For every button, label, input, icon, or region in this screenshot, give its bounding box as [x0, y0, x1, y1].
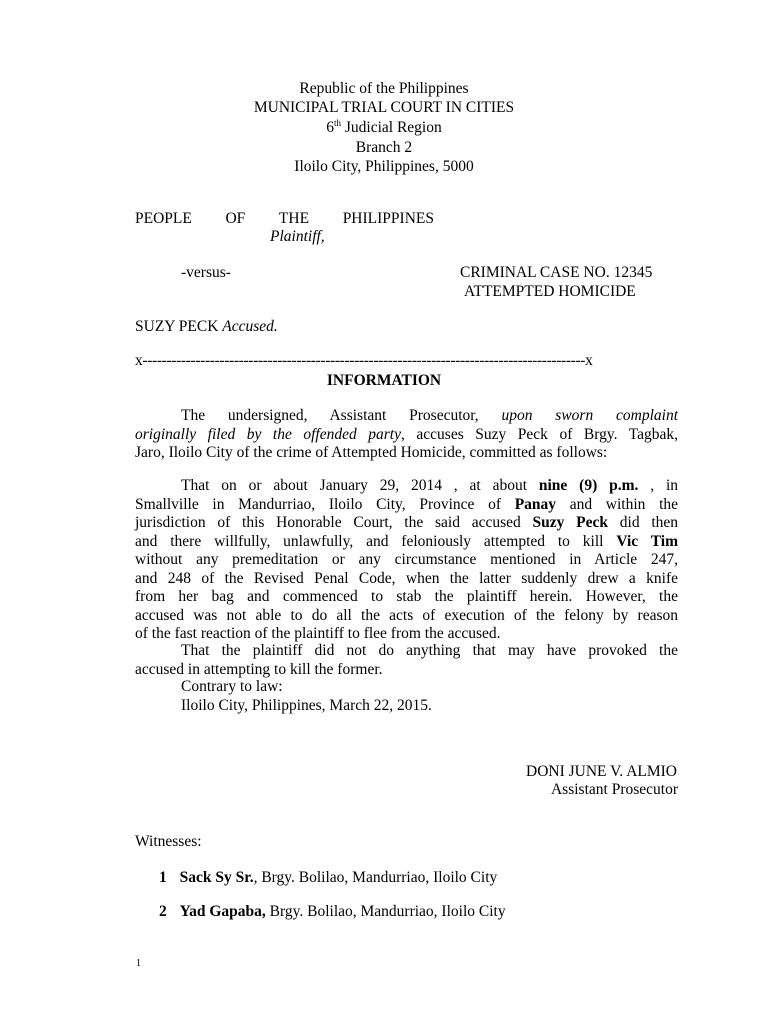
witness-number: 2	[159, 903, 167, 920]
plaintiff-name	[135, 210, 434, 228]
caption-divider: x--------------------------------------------------------------------------------------------x	[135, 352, 593, 369]
court-header-court: MUNICIPAL TRIAL COURT IN CITIES	[253, 99, 515, 116]
plaintiff-role: Plaintiff,	[270, 228, 325, 245]
provocation-line: accused in attempting to kill the former.	[135, 660, 383, 678]
facts-line: Smallville in Mandurriao, Iloilo City, Province of Panay and within the	[135, 495, 679, 513]
page-number: 1	[136, 958, 141, 969]
facts-line: and 248 of the Revised Penal Code, when the latter suddenly drew a knife	[135, 569, 678, 587]
facts-line: from her bag and commenced to stab the plaintiff herein. However, the	[135, 588, 678, 605]
place-and-date: Iloilo City, Philippines, March 22, 2015.	[181, 697, 432, 714]
facts-line: and there willfully, unlawfully, and feloniously attempted to kill Vic Tim	[135, 532, 678, 550]
provocation-paragraph	[135, 642, 678, 679]
intro-line: Jaro, Iloilo City of the crime of Attempted Homicide, committed as follows:	[135, 444, 608, 461]
versus-label: -versus-	[181, 264, 231, 281]
witness-item	[159, 903, 506, 921]
facts-line: That on or about January 29, 2014 , at about nine (9) p.m. , in	[181, 477, 679, 494]
witness-number: 1	[159, 869, 167, 886]
accused-name: SUZY PECK	[135, 318, 219, 335]
intro-line: originally filed by the offended party, accuses Suzy Peck of Brgy. Tagbak,	[135, 425, 679, 443]
witnesses-heading: Witnesses:	[135, 833, 202, 850]
document-title: INFORMATION	[326, 372, 442, 389]
facts-line: without any premeditation or any circumstance mentioned in Article 247,	[135, 551, 678, 568]
intro-line: The undersigned, Assistant Prosecutor, upon sworn complaint	[181, 407, 679, 424]
witness-item	[159, 869, 497, 887]
region-number: 6	[326, 119, 334, 136]
provocation-line: That the plaintiff did not do anything that may have provoked the	[181, 642, 678, 659]
region-text: Judicial Region	[341, 119, 442, 136]
plaintiff-word: THE	[278, 210, 310, 227]
accused-role: Accused.	[222, 318, 278, 335]
facts-line: accused was not able to do all the acts of execution of the felony by reason	[135, 606, 678, 624]
facts-line: of the fast reaction of the plaintiff to flee from the accused.	[135, 625, 501, 642]
witness-name: Yad Gapaba,	[179, 903, 266, 920]
plaintiff-word: PHILIPPINES	[342, 210, 434, 227]
facts-line: jurisdiction of this Honorable Court, the said accused Suzy Peck did then	[135, 514, 679, 531]
witness-address: Brgy. Bolilao, Mandurriao, Iloilo City	[265, 903, 506, 920]
region-superscript: th	[333, 118, 341, 128]
plaintiff-word: PEOPLE	[135, 210, 192, 227]
court-header-address: Iloilo City, Philippines, 5000	[294, 158, 474, 175]
signatory-title: Assistant Prosecutor	[550, 781, 678, 798]
case-type: ATTEMPTED HOMICIDE	[464, 283, 636, 300]
case-number: CRIMINAL CASE NO. 12345	[460, 264, 653, 281]
court-header-republic: Republic of the Philippines	[299, 80, 469, 97]
intro-paragraph	[135, 407, 678, 463]
witness-name: Sack Sy Sr.	[179, 869, 254, 886]
plaintiff-word: OF	[225, 210, 246, 227]
witness-address: , Brgy. Bolilao, Mandurriao, Iloilo City	[253, 869, 498, 886]
court-header-branch: Branch 2	[355, 139, 413, 156]
contrary-to-law: Contrary to law:	[181, 678, 283, 695]
court-header-region	[0, 119, 768, 137]
facts-paragraph	[135, 477, 678, 644]
signatory-name: DONI JUNE V. ALMIO	[526, 763, 677, 780]
accused-line	[135, 318, 278, 336]
